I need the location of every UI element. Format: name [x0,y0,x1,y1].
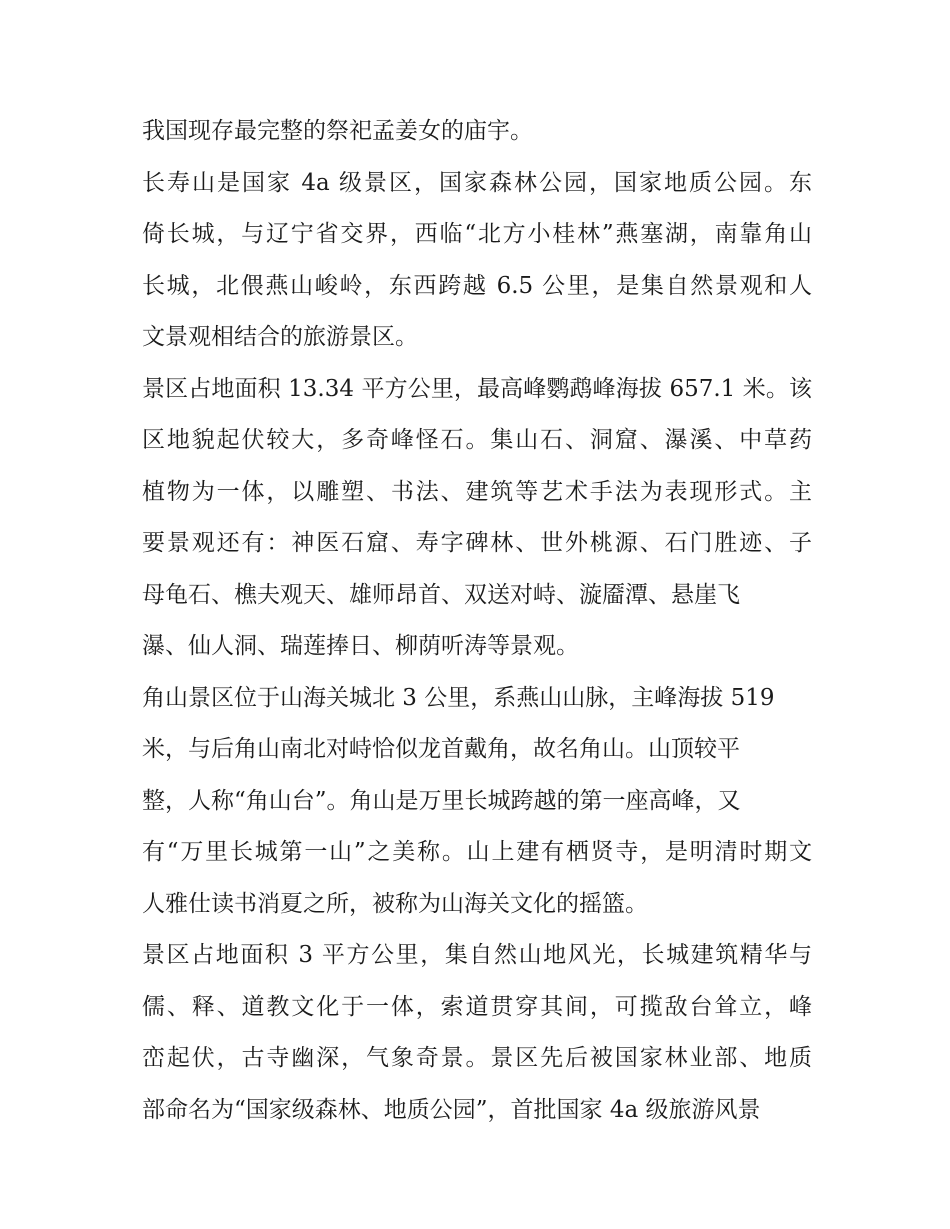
paragraph [142,930,812,1136]
text-line: 倚长城，与辽宁省交界，西临“北方小桂林”燕塞湖，南靠角山 [142,221,812,247]
text-line: 景区占地面积 13.34 平方公里，最高峰鹦鹉峰海拔 657.1 米。该 [142,375,812,402]
text-line: 植物为一体，以雕塑、书法、建筑等艺术手法为表现形式。主 [142,478,812,505]
text-line: 景区占地面积 3 平方公里，集自然山地风光，长城建筑精华与 [142,942,812,968]
document-body [142,106,812,1136]
paragraph [142,673,812,931]
text-line: 瀑、仙人洞、瑞莲捧日、柳荫听涛等景观。 [142,633,579,659]
text-line: 区地貌起伏较大，多奇峰怪石。集山石、洞窟、瀑溪、中草药 [142,427,812,453]
paragraph [142,106,812,158]
text-line: 整，人称“角山台”。角山是万里长城跨越的第一座高峰，又 [142,787,741,814]
text-line: 人雅仕读书消夏之所，被称为山海关文化的摇篮。 [142,890,648,917]
paragraph [142,158,812,364]
text-line: 文景观相结合的旅游景区。 [142,324,418,350]
text-line: 长城，北偎燕山峻岭，东西跨越 6.5 公里，是集自然景观和人 [142,272,812,299]
text-line: 我国现存最完整的祭祀孟姜女的庙宇。 [142,118,533,144]
text-line: 峦起伏，古寺幽深，气象奇景。景区先后被国家林业部、地质 [142,1045,812,1071]
text-line: 儒、释、道教文化于一体，索道贯穿其间，可揽敌台耸立，峰 [142,993,812,1020]
text-line: 角山景区位于山海关城北 3 公里，系燕山山脉，主峰海拔 519 [142,684,775,711]
text-line: 部命名为“国家级森林、地质公园”，首批国家 4a 级旅游风景 [142,1096,761,1123]
text-line: 母龟石、樵夫观天、雄师昂首、双送对峙、漩靥潭、悬崖飞 [142,581,740,608]
text-line: 要景观还有：神医石窟、寿字碑林、世外桃源、石门胜迹、子 [142,530,812,556]
paragraph [142,364,812,673]
text-line: 米，与后角山南北对峙恰似龙首戴角，故名角山。山顶较平 [142,736,740,762]
text-line: 长寿山是国家 4a 级景区，国家森林公园，国家地质公园。东 [142,169,812,196]
text-line: 有“万里长城第一山”之美称。山上建有栖贤寺，是明清时期文 [142,839,812,865]
